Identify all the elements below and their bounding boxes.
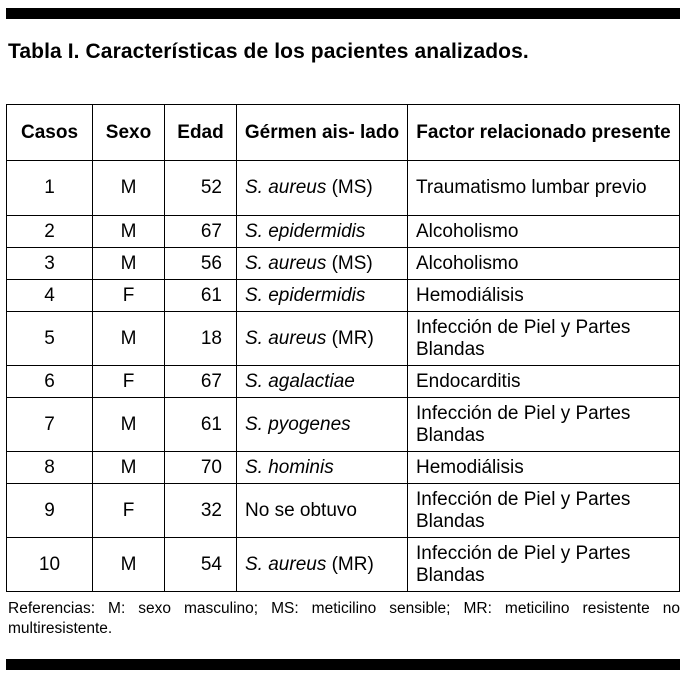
germen-note: (MS)	[326, 252, 373, 274]
germen-species: S. aureus	[245, 252, 327, 274]
header-casos: Casos	[7, 105, 93, 161]
cell-sexo: M	[93, 398, 165, 452]
cell-germen	[237, 452, 408, 484]
cell-edad: 61	[165, 398, 237, 452]
cell-caso: 7	[7, 398, 93, 452]
cell-sexo: F	[93, 366, 165, 398]
cell-caso: 3	[7, 248, 93, 280]
cell-factor: Infección de Piel y Partes Blandas	[408, 312, 680, 366]
germen-note: No se obtuvo	[245, 499, 357, 521]
cell-sexo: M	[93, 216, 165, 248]
header-row	[7, 105, 680, 161]
cell-caso: 5	[7, 312, 93, 366]
header-sexo: Sexo	[93, 105, 165, 161]
cell-factor: Infección de Piel y Partes Blandas	[408, 538, 680, 592]
cell-edad: 67	[165, 366, 237, 398]
cell-sexo: M	[93, 161, 165, 216]
germen-note: (MR)	[326, 327, 374, 349]
cell-factor: Hemodiálisis	[408, 452, 680, 484]
cell-caso: 2	[7, 216, 93, 248]
table-row	[7, 366, 680, 398]
cell-sexo: F	[93, 484, 165, 538]
cell-edad: 52	[165, 161, 237, 216]
cell-caso: 8	[7, 452, 93, 484]
germen-species: S. aureus	[245, 177, 327, 198]
germen-note: (MS)	[326, 177, 373, 198]
cell-factor: Hemodiálisis	[408, 280, 680, 312]
cell-edad: 70	[165, 452, 237, 484]
bottom-rule	[6, 659, 680, 670]
cell-germen	[237, 280, 408, 312]
table-title: Tabla I. Características de los pacientes analizados.	[8, 40, 529, 63]
cell-factor: Traumatismo lumbar previo	[408, 161, 680, 216]
cell-caso: 10	[7, 538, 93, 592]
header-germen: Gérmen ais- lado	[237, 105, 408, 161]
cell-sexo: M	[93, 248, 165, 280]
cell-factor: Infección de Piel y Partes Blandas	[408, 484, 680, 538]
table-row	[7, 398, 680, 452]
table-row	[7, 280, 680, 312]
table-row	[7, 216, 680, 248]
cell-factor: Alcoholismo	[408, 248, 680, 280]
germen-species: S. aureus	[245, 327, 327, 349]
top-rule	[6, 8, 680, 19]
cell-germen	[237, 484, 408, 538]
cell-germen	[237, 398, 408, 452]
cell-edad: 56	[165, 248, 237, 280]
germen-species: S. pyogenes	[245, 413, 351, 435]
cell-sexo: M	[93, 452, 165, 484]
patients-table	[6, 104, 680, 592]
cell-caso: 9	[7, 484, 93, 538]
cell-factor: Alcoholismo	[408, 216, 680, 248]
cell-edad: 61	[165, 280, 237, 312]
header-edad: Edad	[165, 105, 237, 161]
table-row	[7, 452, 680, 484]
cell-caso: 6	[7, 366, 93, 398]
table-footnote: Referencias: M: sexo masculino; MS: meticilino sensible; MR: meticilino resistente no multiresistente.	[8, 600, 680, 637]
cell-germen	[237, 312, 408, 366]
cell-germen	[237, 216, 408, 248]
germen-species: S. hominis	[245, 456, 334, 478]
cell-edad: 18	[165, 312, 237, 366]
cell-edad: 54	[165, 538, 237, 592]
cell-sexo: M	[93, 538, 165, 592]
table-row	[7, 538, 680, 592]
cell-germen	[237, 248, 408, 280]
table-row	[7, 312, 680, 366]
germen-note: (MR)	[326, 553, 374, 575]
germen-species: S. epidermidis	[245, 220, 366, 242]
cell-edad: 67	[165, 216, 237, 248]
cell-caso: 4	[7, 280, 93, 312]
cell-factor: Infección de Piel y Partes Blandas	[408, 398, 680, 452]
table-row	[7, 484, 680, 538]
germen-species: S. epidermidis	[245, 284, 366, 306]
table-row	[7, 161, 680, 216]
cell-sexo: F	[93, 280, 165, 312]
cell-edad: 32	[165, 484, 237, 538]
cell-sexo: M	[93, 312, 165, 366]
germen-species: S. agalactiae	[245, 370, 355, 392]
table-row	[7, 248, 680, 280]
cell-factor: Endocarditis	[408, 366, 680, 398]
cell-germen	[237, 161, 408, 216]
header-factor: Factor relacionado presente	[408, 105, 680, 161]
germen-species: S. aureus	[245, 553, 327, 575]
cell-caso: 1	[7, 161, 93, 216]
cell-germen	[237, 538, 408, 592]
cell-germen	[237, 366, 408, 398]
